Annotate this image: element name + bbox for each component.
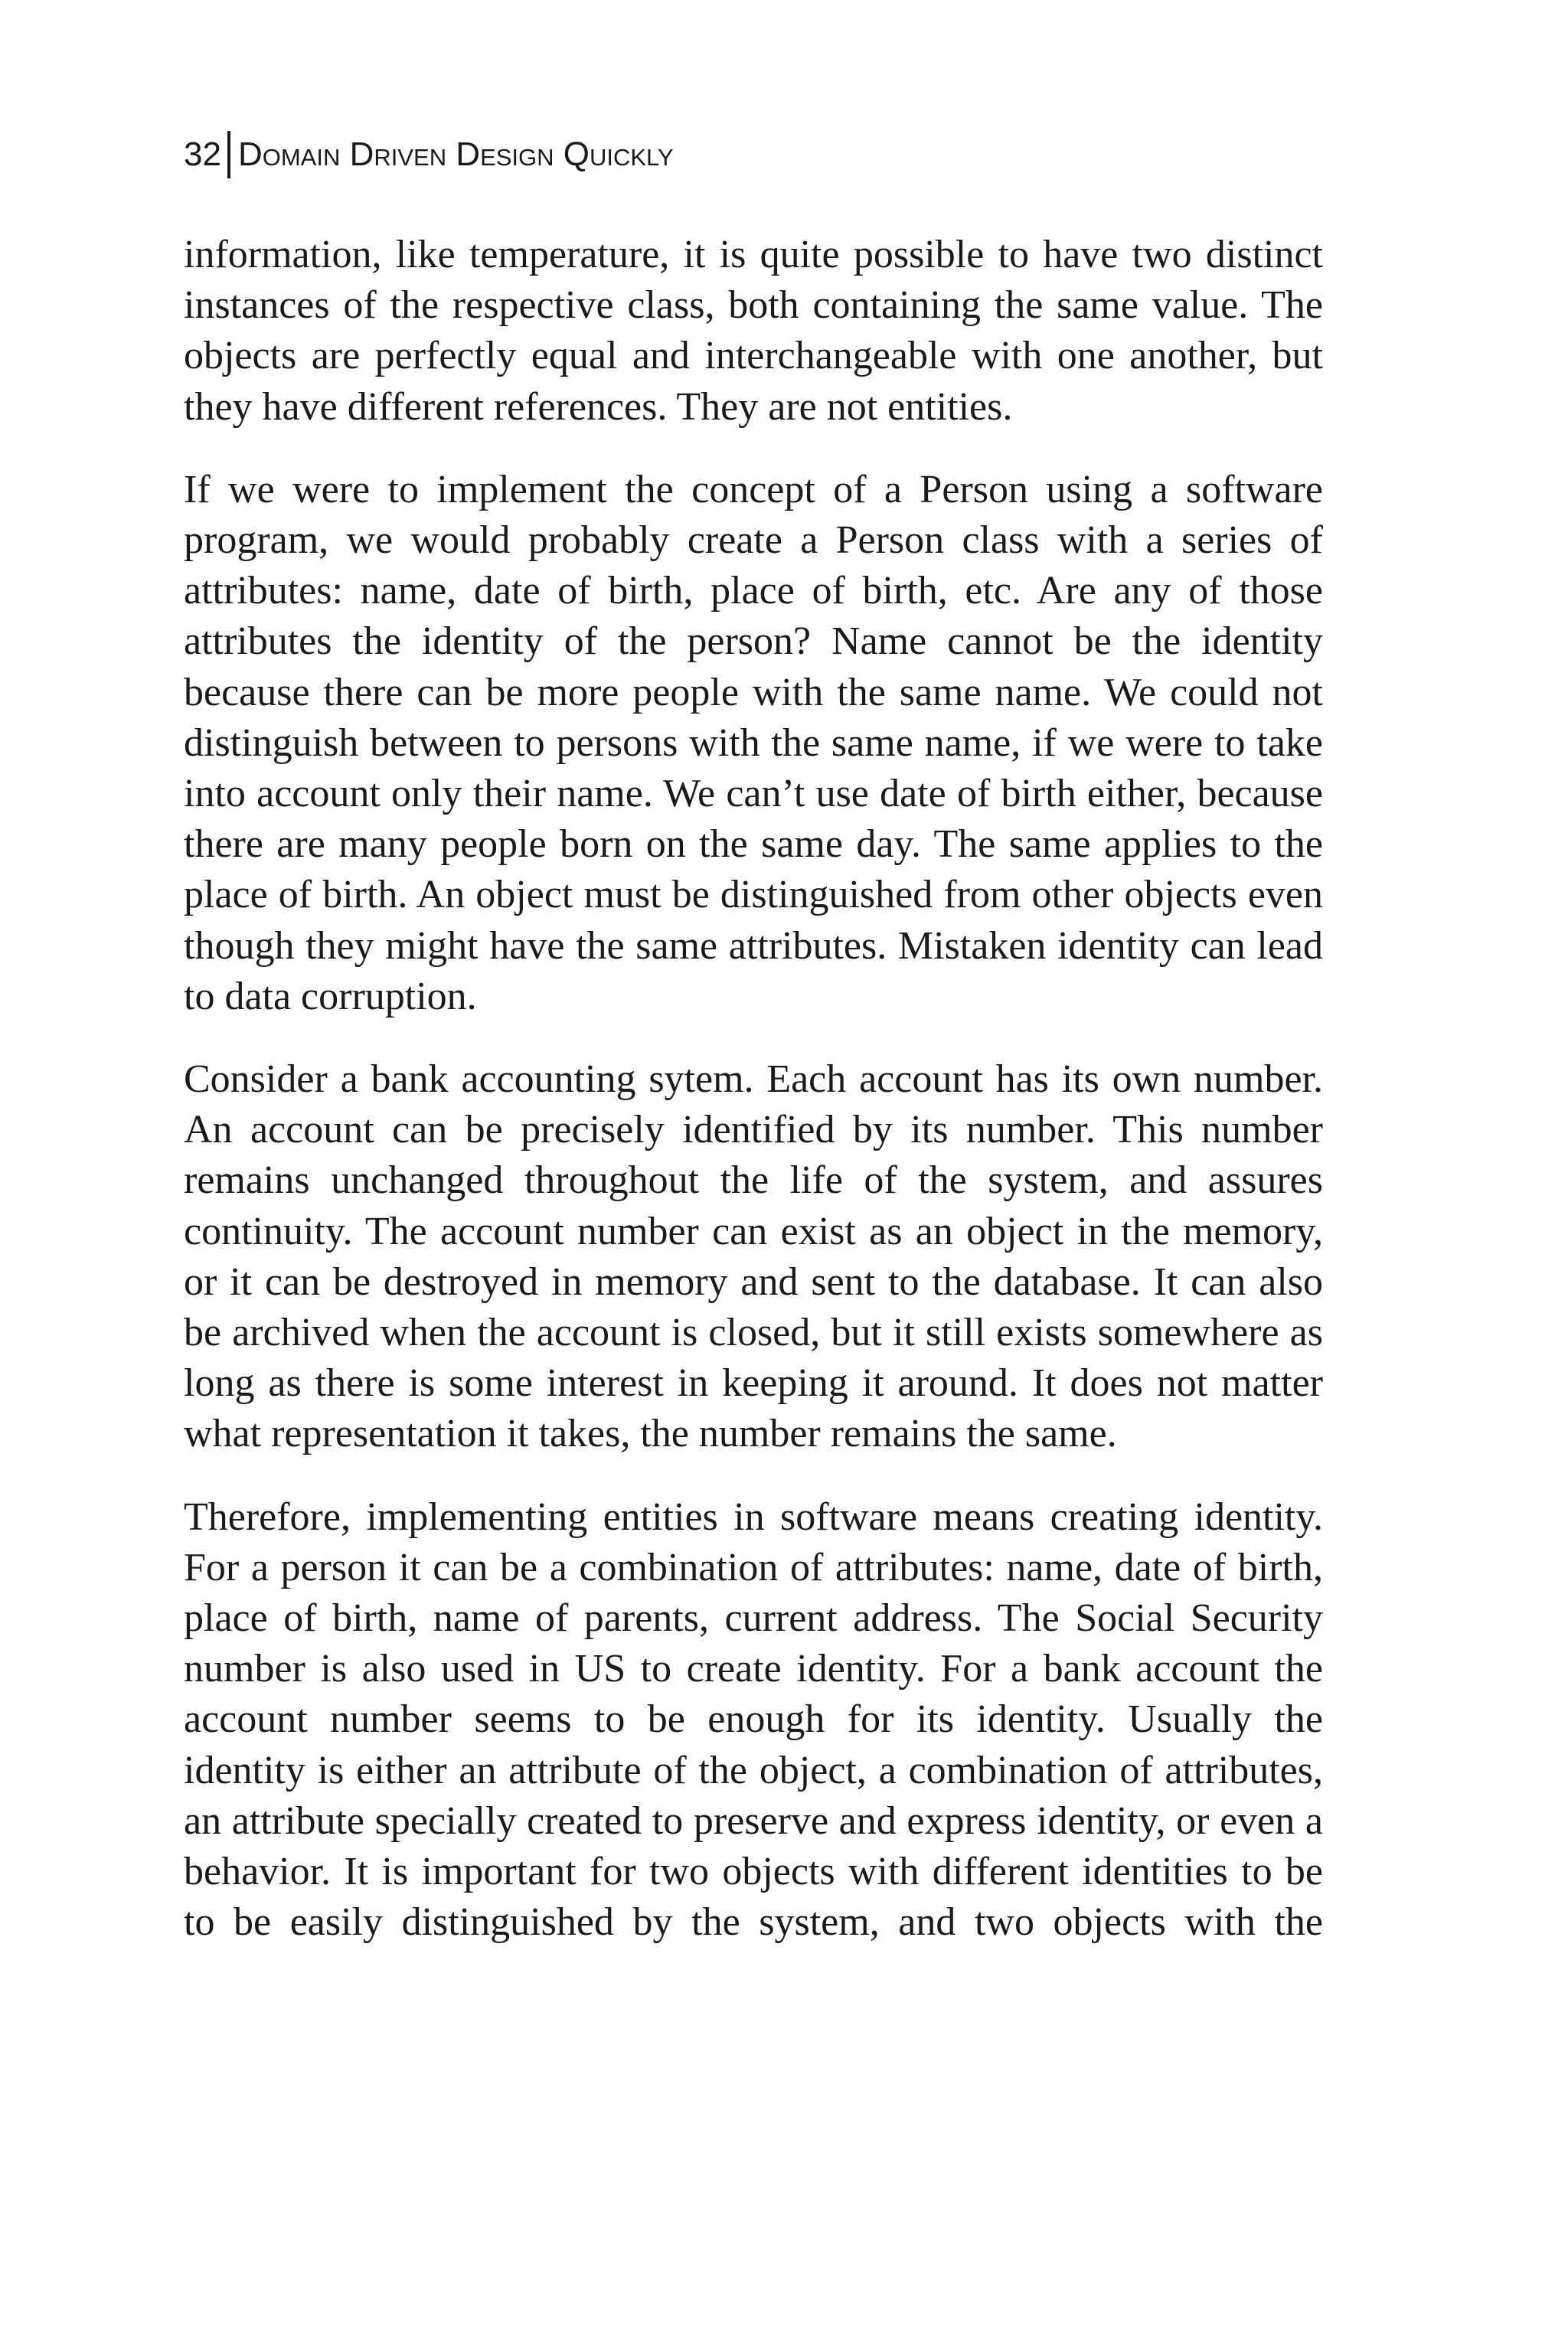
paragraph-3: Consider a bank accounting sytem. Each account has its own number. An account can be precisely identified by its number. This number remains unchanged throughout the life of the system, and assures continuity. The account number can exist as an object in the memory, or it can be destroyed in memory and sent to the database. It can also be archived when the account is closed, but it still exists somewhere as long as there is some interest in keeping it around. It does not matter what representation it takes, the number remains the same.	[184, 1057, 1323, 1456]
paragraph-4: Therefore, implementing entities in software means creating identity. For a person it can be a combination of attributes: name, date of birth, place of birth, name of parents, current address. The Social Security number is also used in US to create identity. For a bank account the account number seems to be enough for its identity. Usually the identity is either an attribute of the object, a combination of attributes, an attribute specially created to preserve and express identity, or even a behavior. It is important for two objects with different identities to be to be easily distinguished by the system, and two objects with the	[184, 1494, 1323, 1945]
header-divider	[227, 131, 230, 178]
paragraph-1: information, like temperature, it is quite possible to have two distinct instances of the respective class, both containing the same value. The objects are perfectly equal and interchangeable with one another, but they have different references. They are not entities.	[184, 233, 1323, 429]
body-text	[184, 230, 1323, 1981]
paragraph-2: If we were to implement the concept of a Person using a software program, we would probably create a Person class with a series of attributes: name, date of birth, place of birth, etc. Are any of those attributes the identity of the person? Name cannot be the identity because there can be more people with the same name. We could not distinguish between to persons with the same name, if we were to take into account only their name. We can’t use date of birth either, because there are many people born on the same day. The same applies to the place of birth. An object must be distinguished from other objects even though they might have the same attributes. Mistaken identity can lead to data corruption.	[184, 467, 1323, 1018]
running-header	[184, 132, 674, 178]
book-title: Domain Driven Design Quickly	[237, 136, 674, 173]
page-number: 32	[184, 136, 221, 173]
